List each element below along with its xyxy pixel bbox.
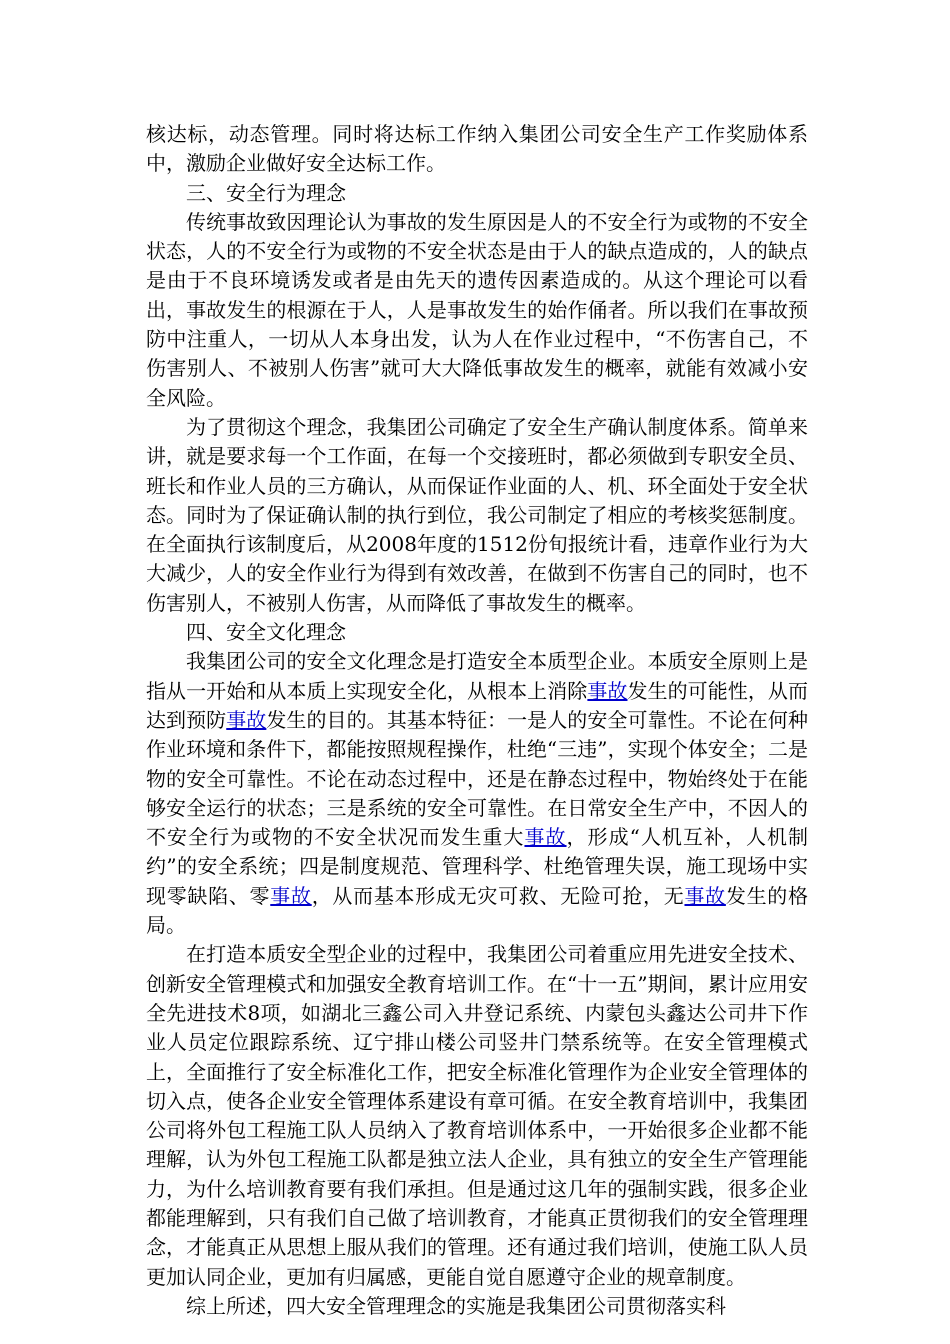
paragraph-text: 发生的格局。 bbox=[146, 883, 809, 938]
heading-text: 三、安全行为理念 bbox=[186, 180, 346, 205]
accident-link[interactable]: 事故 bbox=[226, 707, 267, 732]
accident-link[interactable]: 事故 bbox=[587, 678, 628, 703]
accident-link[interactable]: 事故 bbox=[270, 883, 312, 908]
paragraph-text: 综上所述，四大安全管理理念的实施是我集团公司贯彻落实科 bbox=[186, 1293, 726, 1318]
paragraph-text: 发生的目的。其基本特征：一是人的安全可靠性。不论在何种作业环境和条件下，都能按照规程操作，杜绝“三违”，实现个体安全；二是物的安全可靠性。不论在动态过程中，还是在静态过程中，物始终处于在能够安全运行的状态；三是系统的安全可靠性。在日常安全生产中，不因人的不安全行为或物的不安全状况而发生重大 bbox=[146, 707, 808, 850]
paragraph-text: ，形成“人机互补，人机制约”的安全系统；四是制度规范、管理科学、杜绝管理失误，施工现场中实现零缺陷、零 bbox=[146, 825, 809, 908]
paragraph-text: 在打造本质安全型企业的过程中，我集团公司着重应用先进安全技术、创新安全管理模式和加强安全教育培训工作。在“十一五”期间，累计应用安全先进技术8项，如湖北三鑫公司入井登记系统、内蒙包头鑫达公司井下作业人员定位跟踪系统、辽宁排山楼公司竖井门禁系统等。在安全管理模式上，全面推行了安全标准化工作，把安全标准化管理作为企业安全管理体的切入点，使各企业安全管理体系建设有章可循。在安全教育培训中，我集团公司将外包工程施工队人员纳入了教育培训体系中，一开始很多企业都不能理解，认为外包工程施工队都是独立法人企业，具有独立的安全生产管理能力，为什么培训教育要有我们承担。但是通过这几年的强制实践，很多企业都能理解到，只有我们自己做了培训教育，才能真正贯彻我们的安全管理理念，才能真正从思想上服从我们的管理。还有通过我们培训，使施工队人员更加认同企业，更加有归属感，更能自觉自愿遵守企业的规章制度。 bbox=[146, 942, 808, 1289]
section-heading bbox=[146, 179, 808, 208]
paragraph-text: 我集团公司的安全文化理念是打造安全本质型企业。本质安全原则上是指从一开始和从本质上实现安全化，从根本上消除 bbox=[146, 649, 808, 703]
paragraph-text: 传统事故致因理论认为事故的发生原因是人的不安全行为或物的不安全状态，人的不安全行为或物的不安全状态是由于人的缺点造成的，人的缺点是由于不良环境诱发或者是由先天的遗传因素造成的。从这个理论可以看出，事故发生的根源在于人，人是事故发生的始作俑者。所以我们在事故预防中注重人，一切从人本身出发，认为人在作业过程中，“不伤害自己，不伤害别人、不被别人伤害”就可大大降低事故发生的概率，就能有效减小安全风险。 bbox=[146, 209, 808, 410]
paragraph bbox=[146, 208, 808, 413]
paragraph bbox=[146, 940, 808, 1292]
paragraph-text: ，从而基本形成无灾可救、无险可抢，无 bbox=[311, 883, 685, 908]
paragraph-text: 为了贯彻这个理念，我集团公司确定了安全生产确认制度体系。简单来讲，就是要求每一个工作面，在每一个交接班时，都必须做到专职安全员、班长和作业人员的三方确认，从而保证作业面的人、机、环全面处于安全状态。同时为了保证确认制的执行到位，我公司制定了相应的考核奖惩制度。在全面执行该制度后，从2008年度的1512份旬报统计看，违章作业行为大大减少，人的安全作业行为得到有效改善，在做到不伤害自己的同时，也不伤害别人，不被别人伤害，从而降低了事故发生的概率。 bbox=[146, 414, 808, 615]
paragraph-text: 核达标，动态管理。同时将达标工作纳入集团公司安全生产工作奖励体系中，激励企业做好安全达标工作。 bbox=[146, 122, 808, 176]
paragraph-text: 发生的可能性，从而达到预防 bbox=[146, 678, 808, 732]
paragraph bbox=[146, 647, 808, 940]
section-heading bbox=[146, 618, 808, 647]
accident-link[interactable]: 事故 bbox=[684, 883, 726, 908]
paragraph bbox=[146, 120, 808, 179]
paragraph bbox=[146, 413, 808, 618]
heading-text: 四、安全文化理念 bbox=[186, 620, 346, 645]
paragraph bbox=[146, 1292, 808, 1321]
document-body bbox=[146, 120, 808, 1321]
accident-link[interactable]: 事故 bbox=[524, 825, 567, 850]
